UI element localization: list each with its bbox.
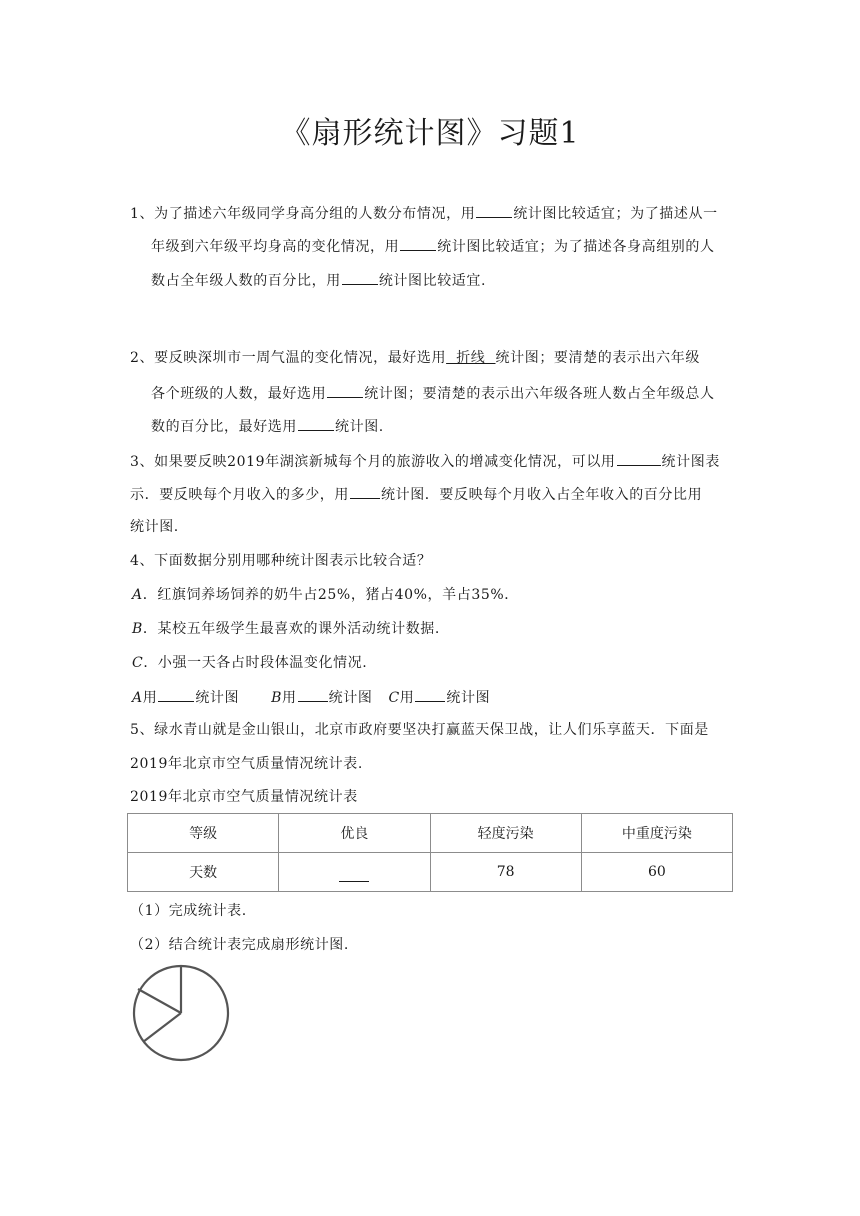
table-cell-blank[interactable]	[279, 853, 430, 892]
pie-chart-outline	[128, 962, 234, 1068]
table-header-row	[128, 814, 733, 853]
q4-option-c-text: ．小强一天各占时段体温变化情况.	[143, 655, 368, 671]
q1-text: 统计图比较适宜.	[378, 273, 487, 289]
q2-text: 各个班级的人数，最好选用	[151, 386, 327, 402]
q5-line-1: 5、绿水青山就是金山银山，北京市政府要坚决打赢蓝天保卫战，让人们乐享蓝天．下面是	[130, 722, 709, 738]
q2-blank-1[interactable]	[327, 382, 363, 398]
q4-option-b	[132, 619, 440, 639]
table-cell: 78	[430, 853, 581, 892]
q3-text: 示．要反映每个月收入的多少，用	[130, 487, 349, 503]
q3-line-3: 统计图.	[130, 519, 179, 535]
q4-ans-a-text: 用	[142, 690, 158, 706]
q4-option-b-label: B	[132, 621, 143, 637]
q2-line-3	[151, 415, 384, 437]
q1-text: 1、为了描述六年级同学身高分组的人数分布情况，用	[130, 206, 476, 222]
q2-text: 数的百分比，最好选用	[151, 419, 297, 435]
table-blank-excellent[interactable]	[339, 866, 369, 882]
q4-ans-b-tail: 统计图	[328, 690, 373, 706]
pie-radius-left	[138, 989, 181, 1013]
q3-text: 统计图表	[661, 454, 720, 470]
table-cell: 60	[581, 853, 732, 892]
q1-text: 数占全年级人数的百分比，用	[151, 273, 341, 289]
q2-blank-2[interactable]	[298, 415, 334, 431]
q3-text: 统计图．要反映每个月收入占全年收入的百分比用	[381, 487, 703, 503]
q5-sub-1: （1）完成统计表.	[130, 903, 247, 919]
page-title: 《扇形统计图》习题1	[280, 116, 580, 151]
q1-blank-2[interactable]	[400, 235, 436, 251]
table-header-cell: 中重度污染	[581, 814, 732, 853]
q2-text: 2、要反映深圳市一周气温的变化情况，最好选用	[130, 350, 447, 366]
q4-ans-c-text: 用	[399, 690, 415, 706]
q1-line-3	[151, 269, 486, 291]
q3-blank-2[interactable]	[350, 483, 380, 499]
q4-ans-a-label: A	[132, 690, 143, 706]
q4-blank-c[interactable]	[415, 686, 445, 702]
q1-text: 年级到六年级平均身高的变化情况，用	[151, 239, 400, 255]
q4-answers	[132, 686, 490, 708]
q4-option-a	[132, 585, 519, 605]
q2-answer-line-chart: 折线	[446, 350, 496, 366]
q3-line-1	[130, 450, 720, 472]
q4-option-a-label: A	[132, 587, 143, 603]
q5-sub-2: （2）结合统计表完成扇形统计图.	[130, 937, 349, 953]
q3-blank-1[interactable]	[617, 450, 661, 466]
q4-option-c-label: C	[132, 655, 144, 671]
q5-line-2: 2019年北京市空气质量情况统计表.	[130, 756, 363, 772]
table-header-cell: 轻度污染	[430, 814, 581, 853]
q1-line-2	[151, 235, 715, 257]
air-quality-table	[127, 813, 733, 892]
table-row-label: 天数	[128, 853, 279, 892]
q2-line-1	[130, 348, 700, 368]
q4-ans-b-text: 用	[282, 690, 297, 706]
q4-option-a-text: ．红旗饲养场饲养的奶牛占25%，猪占40%，羊占35%．	[142, 587, 519, 603]
q3-line-2	[130, 483, 702, 505]
q4-blank-a[interactable]	[158, 686, 194, 702]
q1-blank-1[interactable]	[476, 202, 512, 218]
q4-stem: 4、下面数据分别用哪种统计图表示比较合适？	[130, 553, 432, 569]
table-row	[128, 853, 733, 892]
q2-text: 统计图；要清楚的表示出六年级各班人数占全年级总人	[364, 386, 715, 402]
table-header-cell: 优良	[279, 814, 430, 853]
q4-ans-a-tail: 统计图	[195, 690, 240, 706]
q2-text: 统计图；要清楚的表示出六年级	[495, 350, 700, 366]
q4-option-b-text: ．某校五年级学生最喜欢的课外活动统计数据.	[142, 621, 440, 637]
q3-text: 3、如果要反映2019年湖滨新城每个月的旅游收入的增减变化情况，可以用	[130, 454, 616, 470]
q4-blank-b[interactable]	[298, 686, 328, 702]
q1-blank-3[interactable]	[342, 269, 378, 285]
q4-option-c	[132, 653, 367, 673]
q1-line-1	[130, 202, 718, 224]
table-caption: 2019年北京市空气质量情况统计表	[130, 789, 358, 805]
q2-text: 统计图.	[335, 419, 384, 435]
q4-ans-c-tail: 统计图	[446, 690, 491, 706]
q2-line-2	[151, 382, 715, 404]
table-header-cell: 等级	[128, 814, 279, 853]
q4-ans-c-label: C	[388, 690, 400, 706]
q4-ans-b-label: B	[271, 690, 283, 706]
q1-text: 统计图比较适宜；为了描述从一	[513, 206, 718, 222]
pie-radius-bottom	[143, 1013, 181, 1042]
q1-text: 统计图比较适宜；为了描述各身高组别的人	[437, 239, 715, 255]
